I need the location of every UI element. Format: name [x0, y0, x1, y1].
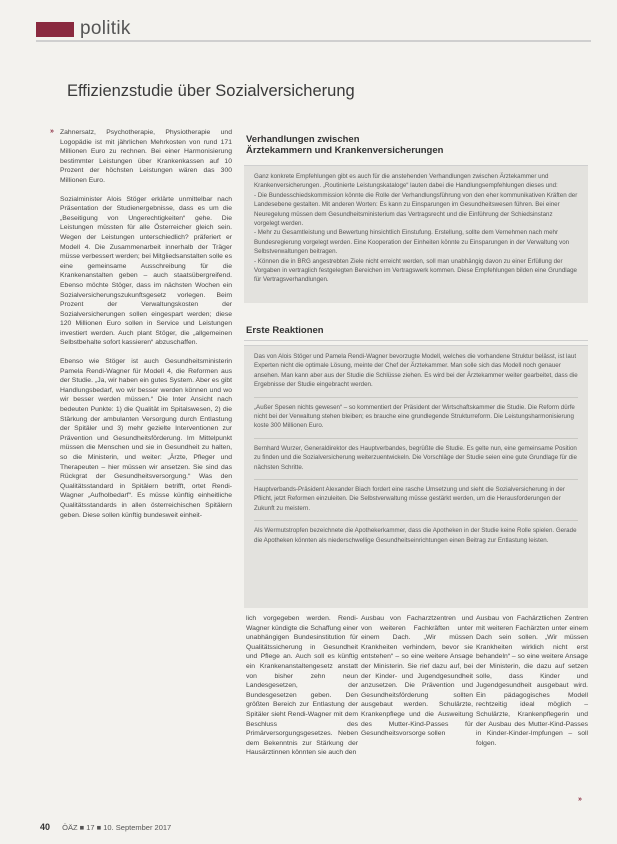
box2-paragraph: Das von Alois Stöger und Pamela Rendi-Wagner bevorzugte Modell, welches die vorhandene Struktur belässt, ist laut Experten nicht die optimale Lösung, meinte der Chef der Ärztekammer. Man solle sich das Modell noch genauer ansehen. Man kann aber aus der Studie die Schlüsse ziehen. Es wird bei der Ärztekammer weiter gearbeitet, dass die Ergebnisse der Studie eingebracht werden. [254, 353, 578, 389]
left-paragraph: Sozialminister Alois Stöger erklärte unmittelbar nach Präsentation der Studienergebnisse, dass es um die „Beseitigung von Ungerechtigkeiten“ gehe. Die Leistungen müssten für alle Österreicher gleich sein. Wegen der Leistungen unterschiedlich? präferiert er Modell 4. Die Zusammenarbeit innerhalb der Träger müsse verbessert werden; bei Mitgliedsanstalten solle es eine gemeinsame Ausschreibung für die Krankenanstalten geben – auch staatsübergreifend. Ebenso möchte Stöger, dass im nächsten Wochen ein Sozialversicherungszukunftsgesetz vorlegen. Beim Prozent der Verwaltungskosten der Sozialversicherungen sollen eingespart werden; diese 120 Millionen Euro sollen in Service und Leistungen investiert werden. Auch plant Stöger, die „allgemeinen Selbstbehalte sofort kassieren“ abzuschaffen. [60, 195, 232, 347]
box2-title: Erste Reaktionen [246, 325, 324, 336]
box1-item: Ganz konkrete Empfehlungen gibt es auch für die anstehenden Verhandlungen zwischen Ärztekammer und Krankenversicherungen. „Routinierte Leistungskataloge“ lauten dabei die Handlungsempfehlungen dieses und: [254, 173, 558, 190]
info-box-negotiations [244, 165, 588, 303]
info-box-reactions [244, 345, 588, 608]
box1-item: - Mehr zu Gesamtleistung und Bewertung hinsichtlich Einstufung. Erstellung, sollte dem Vernehmen nach mehr Bundesregierung vorgelegt werden. Eine Kooperation der Einheiten könnte zu Einsparungen in der Verwaltung von Selbstverwaltungen beitragen. [254, 229, 570, 256]
publication-info: ÖÄZ ■ 17 ■ 10. September 2017 [62, 823, 172, 832]
box2-paragraph: Als Wermutstropfen bezeichnete die Apothekerkammer, dass die Apotheken in der Studie keine Rolle spielen. Gerade die Apotheken könnten als niederschwellige Gesundheitseinrichtungen einen Beitrag zur Entlastung leisten. [254, 527, 577, 544]
header-rule [36, 40, 591, 42]
box2-divider [254, 438, 578, 439]
left-column [60, 128, 232, 529]
box1-title [246, 134, 443, 156]
section-label: politik [80, 18, 131, 39]
continuation-marker-icon: » [50, 128, 54, 135]
box2-divider [254, 479, 578, 480]
left-paragraph: Zahnersatz, Psychotherapie, Physiotherapie und Logopädie ist mit jährlichen Mehrkosten von rund 171 Millionen Euro zu rechnen. Bei einer Harmonisierung bestimmter Leistungen über Krankenkassen auf 10 Prozent der höchsten Leistungen wären das 300 Millionen Euro. [60, 129, 232, 184]
box1-item: - Können die in BRG angestrebten Ziele nicht erreicht werden, soll man unabhängig davon zu einer Erfüllung der Vorgaben in vertraglich festgelegten Bereichen im Vertragswerk kommen. Diese Empfehlungen bilden eine Grundlage für Vertragsverhandlungen. [254, 257, 577, 284]
bottom-column-3: Ausbau von Fachärztlichen Zentren mit weiteren Fachärzten unter einem Dach sein sollen. „Wir müssen Krankheiten wirklich nicht erst behandeln“ – so eine weitere Ansage der Ministerin, die dazu auf setzen solle, dass Kinder und Jugendgesundheit ausgebaut wird. Ein pädagogisches Modell rechtzeitig ideal möglich – Schulärzte, Krankenpflegerin und der Ausbau des Mutter-Kind-Passes in Kinder-Kinder-Impfungen – soll folgen. [476, 615, 588, 747]
box2-title-rule [244, 340, 588, 341]
left-paragraph: Ebenso wie Stöger ist auch Gesundheitsministerin Pamela Rendi-Wagner für Modell 4, die Reformen aus der Studie. „Ja, wir haben ein gutes System. Aber es gibt Handlungsbedarf, wo wir besser werden können und wo wir besser werden müssen.“ Die Inter Ansicht nach bedeuten Punkte: 1) die Qualität im Spitalswesen, 2) die Stärkung der ambulanten Versorgung durch Entlastung der Spitäler und 3) mehr gezielte Interventionen zur Prävention und Gesundheitsförderung. Im Mittelpunkt müssen die Menschen und sie in Gesundheit zu halten, so die Ministerin, und weiter: „Ärzte, Pfleger und Therapeuten – hier müssen wir ansetzen. Sie sind das Rückgrat der Gesundheitsversorgung.“ Was den Qualitätsstandard in Spitälern betrifft, ortet Rendi-Wagner „Aufholbedarf“. Es müsse künftig einheitliche Qualitätsstandards in allen österreichischen Spitälern geben. Diese sollen künftig bundesweit einheit- [60, 358, 232, 519]
end-marker-icon: » [578, 796, 582, 803]
bottom-column-1: lich vorgegeben werden. Rendi-Wagner kündigte die Schaffung einer unabhängigen Bundesinstitution für Qualitätssicherung in Gesundheit und Pflege an. Auch soll es künftig ein Krankenanstaltengesetz anstatt von bisher zehn neun Landesgesetzen, der Bundesgesetzen geben. Den größten Bereich zur Entlastung der Spitäler sieht Rendi-Wagner mit dem Beschluss des Primärversorgungsgesetzes. Neben dem Bekenntnis zur Stärkung der Hausärztinnen könnten sie auch den [246, 615, 358, 757]
page-number: 40 [40, 822, 51, 832]
box2-paragraph: Bernhard Wurzer, Generaldirektor des Hauptverbandes, begrüßte die Studie. Es gelte nun, eine gemeinsame Position zu finden und die Sozialversicherung weiterzuentwickeln. Die Vorschläge der Studie seien eine gute Grundlage für die nächsten Schritte. [254, 444, 577, 471]
box1-title-line2: Ärztekammern und Krankenversicherungen [246, 145, 444, 156]
box2-paragraph: „Außer Spesen nichts gewesen“ – so kommentiert der Präsident der Wirtschaftskammer die Studie. Die Reform dürfe nicht bei der Verwaltung stehen bleiben; es brauche eine grundlegende Strukturreform. Die Leistungsharmonisierung koste 300 Millionen Euro. [254, 403, 575, 430]
box2-divider [254, 397, 578, 398]
box1-title-line1: Verhandlungen zwischen [246, 134, 360, 145]
box1-item: - Die Bundesschiedskommission könnte die Rolle der Verhandlungsführung von den eher kommunikativen Kräften der Landesebene gestalten. Mit anderen Worten: Es kann zu Einsparungen im Gesundheitswesen führen. Bei einer Neuregelung müssen dem Gesundheitsministerium das Vertragsrecht und die Einführung der Schiedsinstanz vorgelegt werden. [254, 191, 578, 228]
bottom-column-2: Ausbau von Facharztzentren und von weiteren Fachkräften unter einem Dach. „Wir müssen Krankheiten verhindern, bevor sie entstehen“ – so eine weitere Ansage der Ministerin. Sie rief dazu auf, bei der Kinder- und Jugendgesundheit anzusetzen. Die Prävention und Gesundheitsförderung sollten ausgebaut werden. Schulärzte, Krankenpflege und die Ausweitung des Mutter-Kind-Passes für Gesundheitsvorsorge sollen [361, 615, 473, 738]
page-footer [40, 822, 171, 832]
box2-paragraph: Hauptverbands-Präsident Alexander Biach fordert eine rasche Umsetzung und sieht die Sozialversicherung in der Pflicht, jetzt Reformen einzuleiten. Die Selbstverwaltung müsse gestärkt werden, um die Herausforderungen der Zukunft zu meistern. [254, 486, 565, 512]
box2-divider [254, 520, 578, 521]
article-headline: Effizienzstudie über Sozialversicherung [67, 82, 355, 100]
section-color-bar [36, 22, 74, 37]
